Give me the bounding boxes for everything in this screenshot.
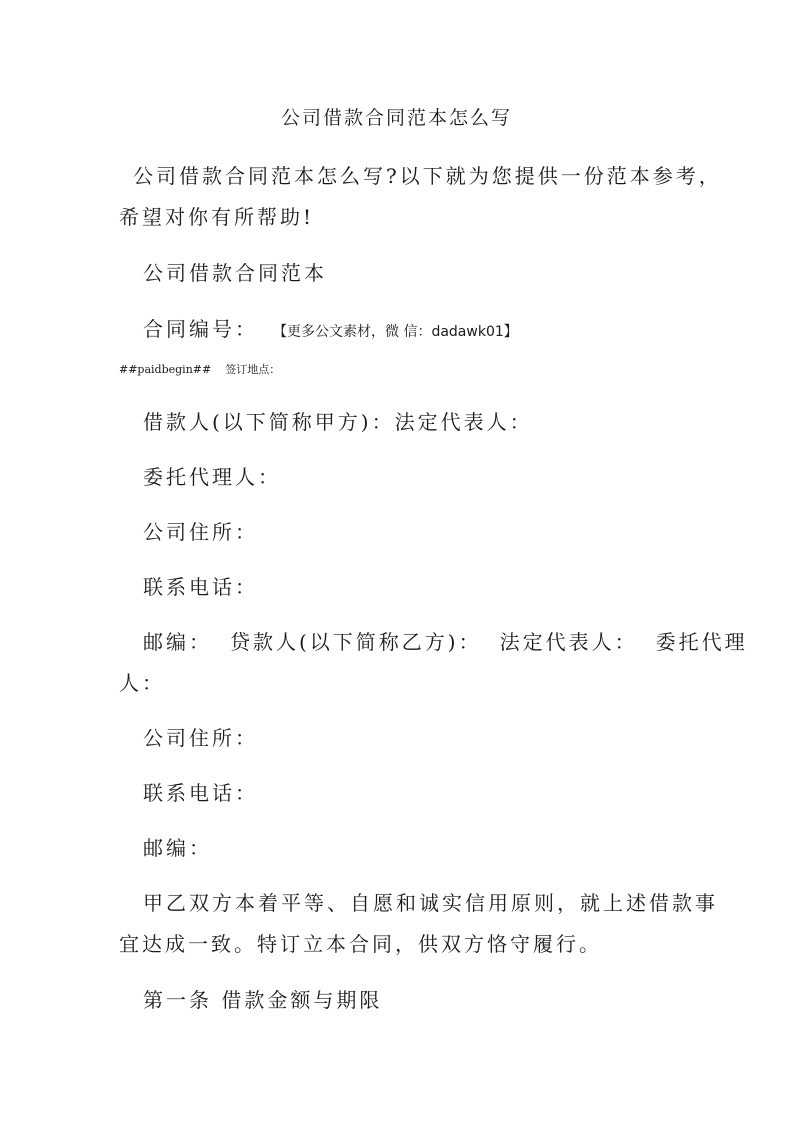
agent-label-2-part2: 人： <box>119 671 165 695</box>
agent-label-2-part1: 委托代理 <box>655 630 748 654</box>
promo-text: 【更多公文素材，微 信：dadawk01】 <box>280 324 518 340</box>
legal-rep-label-2: 法定代表人： <box>499 630 638 654</box>
article1-heading: 第一条 借款金额与期限 <box>143 988 383 1012</box>
contract-number-label: 合同编号： <box>143 317 258 341</box>
phone-label-1: 联系电话： <box>143 575 258 599</box>
address-label-2: 公司住所： <box>143 726 258 750</box>
postcode-label-1: 邮编： <box>143 630 212 654</box>
lender-row <box>143 626 748 655</box>
paid-marker-row <box>119 361 280 377</box>
intro-line-1: 公司借款合同范本怎么写?以下就为您提供一份范本参考， <box>133 164 722 188</box>
agreement-line-1: 甲乙双方本着平等、自愿和诚实信用原则，就上述借款事 <box>143 891 718 915</box>
address-label-1: 公司住所： <box>143 520 258 544</box>
borrower-line: 借款人(以下简称甲方)：法定代表人： <box>143 410 533 434</box>
contract-number-row <box>143 313 518 342</box>
paid-marker: ##paidbegin## <box>119 363 212 376</box>
document-title: 公司借款合同范本怎么写 <box>280 107 512 129</box>
agent-label-1: 委托代理人： <box>143 465 281 489</box>
lender-label: 贷款人(以下简称乙方)： <box>230 630 482 654</box>
section-heading: 公司借款合同范本 <box>143 261 327 285</box>
phone-label-2: 联系电话： <box>143 781 258 805</box>
intro-line-2: 希望对你有所帮助! <box>119 205 315 229</box>
agreement-line-2: 宜达成一致。特订立本合同，供双方恪守履行。 <box>119 932 602 956</box>
postcode-label-2: 邮编： <box>143 836 212 860</box>
sign-place-label: 签订地点： <box>225 363 281 376</box>
